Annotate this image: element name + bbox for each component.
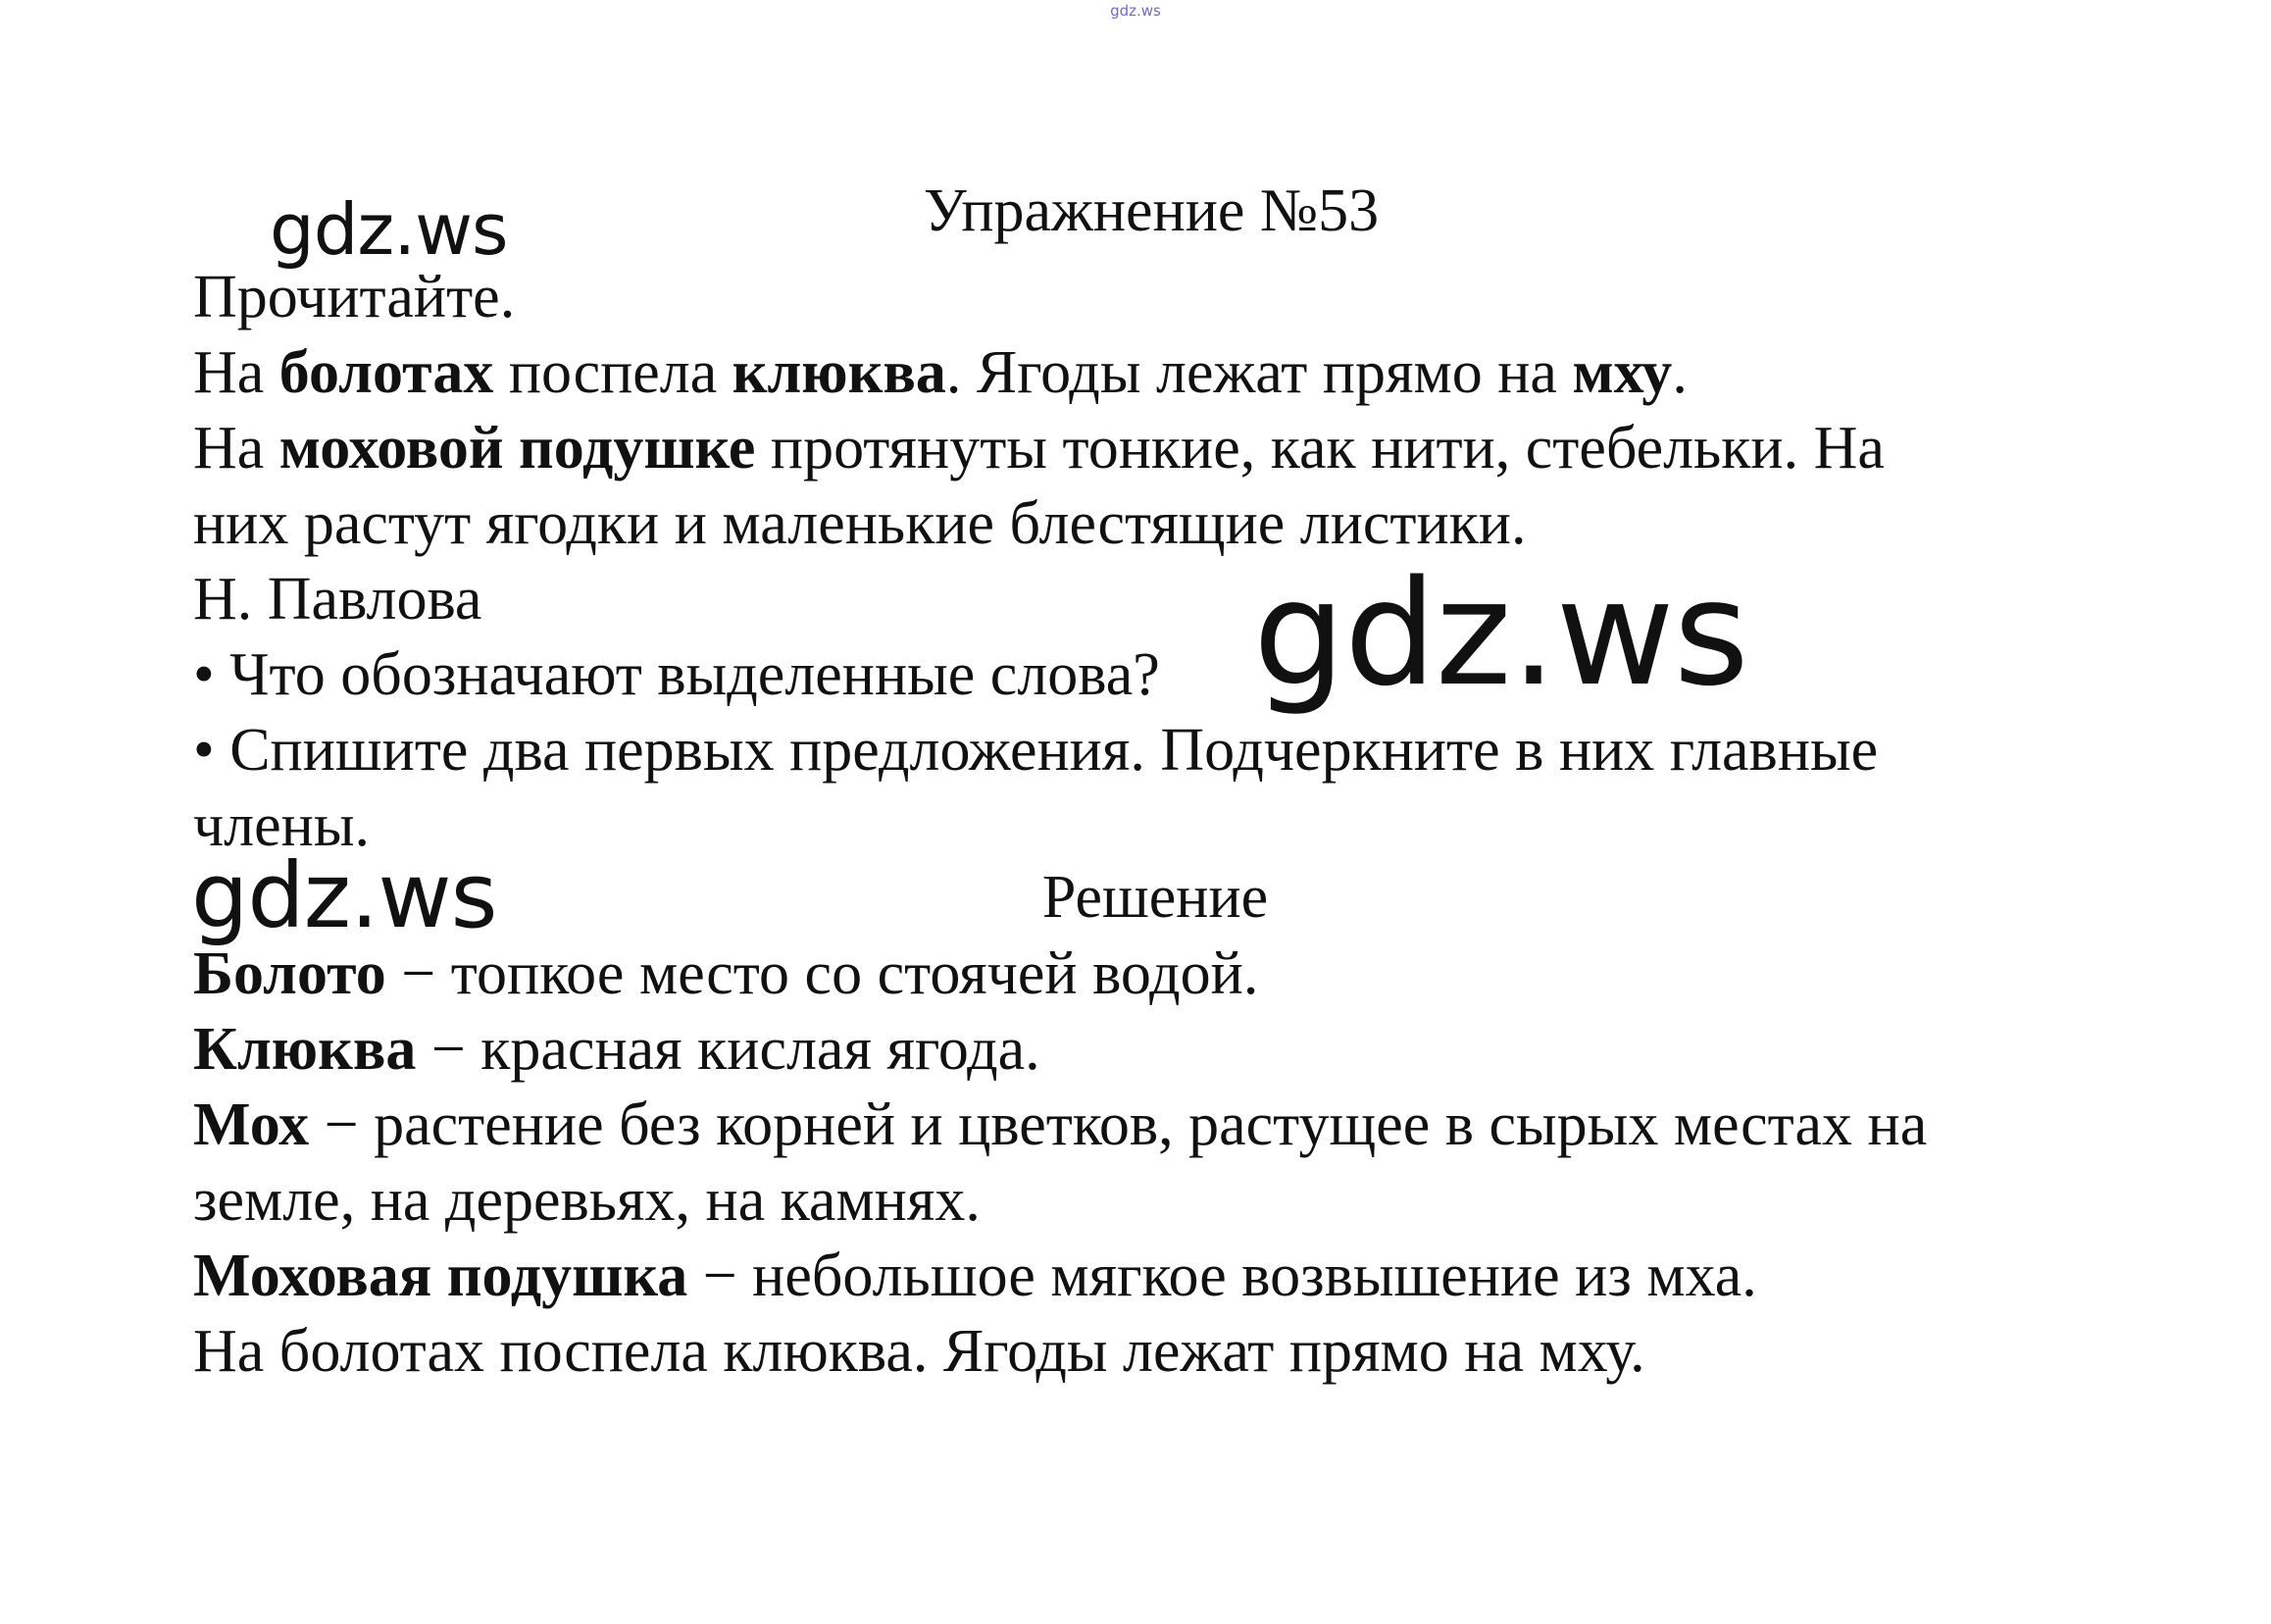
question-1: • Что обозначают выделенные слова? (193, 641, 1160, 708)
definition-1: Болото − топкое место со стоячей водой. (193, 940, 1259, 1007)
exercise-text (193, 260, 2154, 864)
definition-4: Моховая подушка − небольшое мягкое возвышение из мха. (193, 1243, 1757, 1309)
watermark-logo: gdz.ws (270, 188, 508, 271)
sentence-2: На моховой подушке протянуты тонкие, как нити, стебельки. На (193, 415, 1885, 482)
copied-sentences: На болотах поспела клюква. Ягоды лежат прямо на мху. (193, 1318, 1645, 1385)
highlight-word: моховой подушке (278, 415, 756, 482)
definition-2: Клюква − красная кислая ягода. (193, 1016, 1040, 1083)
instruction: Прочитайте. (193, 264, 516, 330)
top-watermark: gdz.ws (1110, 2, 1161, 20)
question-2: • Спишите два первых предложения. Подчеркните в них главные (193, 717, 1879, 784)
sentence-2-continued: них растут ягодки и маленькие блестящие листики. (193, 490, 1527, 557)
question-2-continued: члены. (193, 792, 370, 859)
highlight-word: клюква (732, 339, 946, 406)
definition-3-continued: земле, на деревьях, на камнях. (193, 1167, 981, 1234)
watermark-logo-large: gdz.ws (1253, 549, 1748, 718)
highlight-word: мху (1572, 339, 1673, 406)
sentence-1: На болотах поспела клюква. Ягоды лежат прямо на мху. (193, 339, 1688, 406)
exercise-title: Упражнение №53 (923, 178, 1380, 244)
author: Н. Павлова (193, 566, 482, 633)
highlight-word: болотах (278, 339, 494, 406)
watermark-logo: gdz.ws (191, 843, 497, 948)
solution-text (193, 937, 2154, 1390)
definition-3: Мох − растение без корней и цветков, растущее в сырых местах на (193, 1091, 1928, 1158)
solution-title: Решение (1041, 864, 1269, 931)
